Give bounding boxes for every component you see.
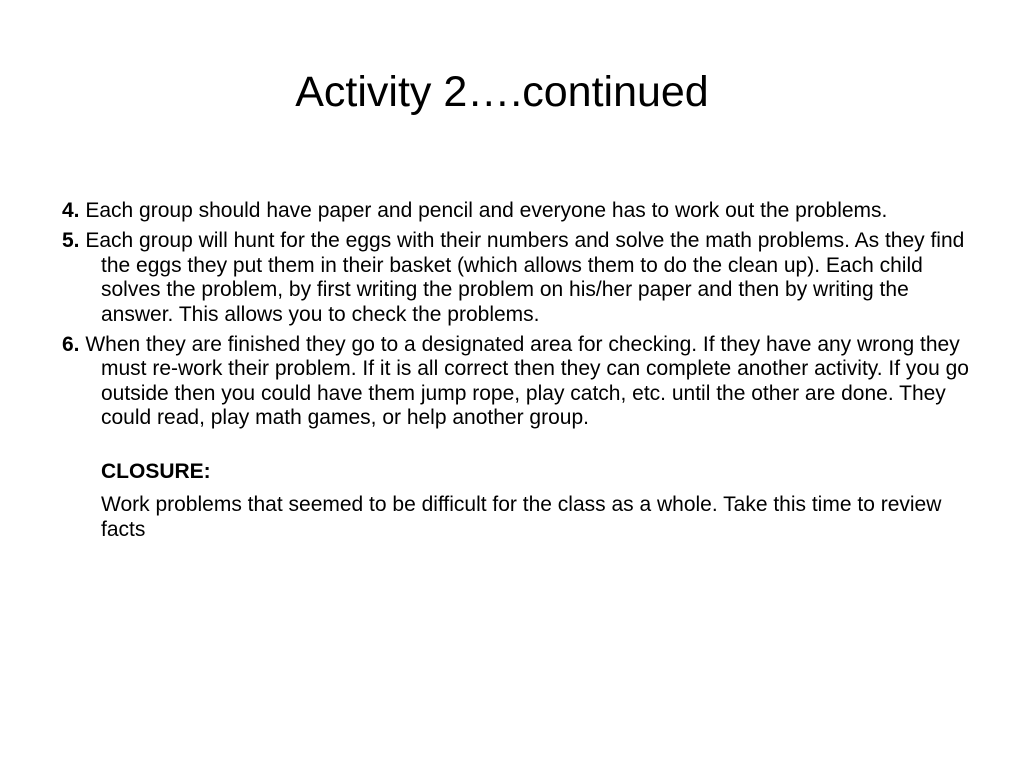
list-item-6 <box>62 333 972 431</box>
closure-heading: CLOSURE: <box>101 459 211 483</box>
item-text: When they are finished they go to a designated area for checking. If they have any wrong they must re-work their problem. If it is all correct then they can complete another activity. If you go outside then you could have them jump rope, play catch, etc. until the other are done. They could read, play math games, or help another group. <box>85 332 969 429</box>
list-item-4 <box>62 199 972 224</box>
item-number: 5. <box>62 229 80 252</box>
item-text: Each group will hunt for the eggs with their numbers and solve the math problems. As they find the eggs they put them in their basket (which allows them to do the clean up). Each child solves the problem, by first writing the problem on his/her paper and then by writing the answer. This allows you to check the problems. <box>85 229 965 326</box>
closure-section <box>62 460 972 543</box>
closure-text: Work problems that seemed to be difficult for the class as a whole. Take this time to review facts <box>101 493 942 541</box>
item-number: 4. <box>62 199 80 222</box>
item-text: Each group should have paper and pencil and everyone has to work out the problems. <box>85 199 888 222</box>
slide-body <box>62 199 972 542</box>
slide-title: Activity 2….continued <box>295 68 709 116</box>
item-number: 6. <box>62 332 80 356</box>
list-item-5 <box>62 229 972 327</box>
